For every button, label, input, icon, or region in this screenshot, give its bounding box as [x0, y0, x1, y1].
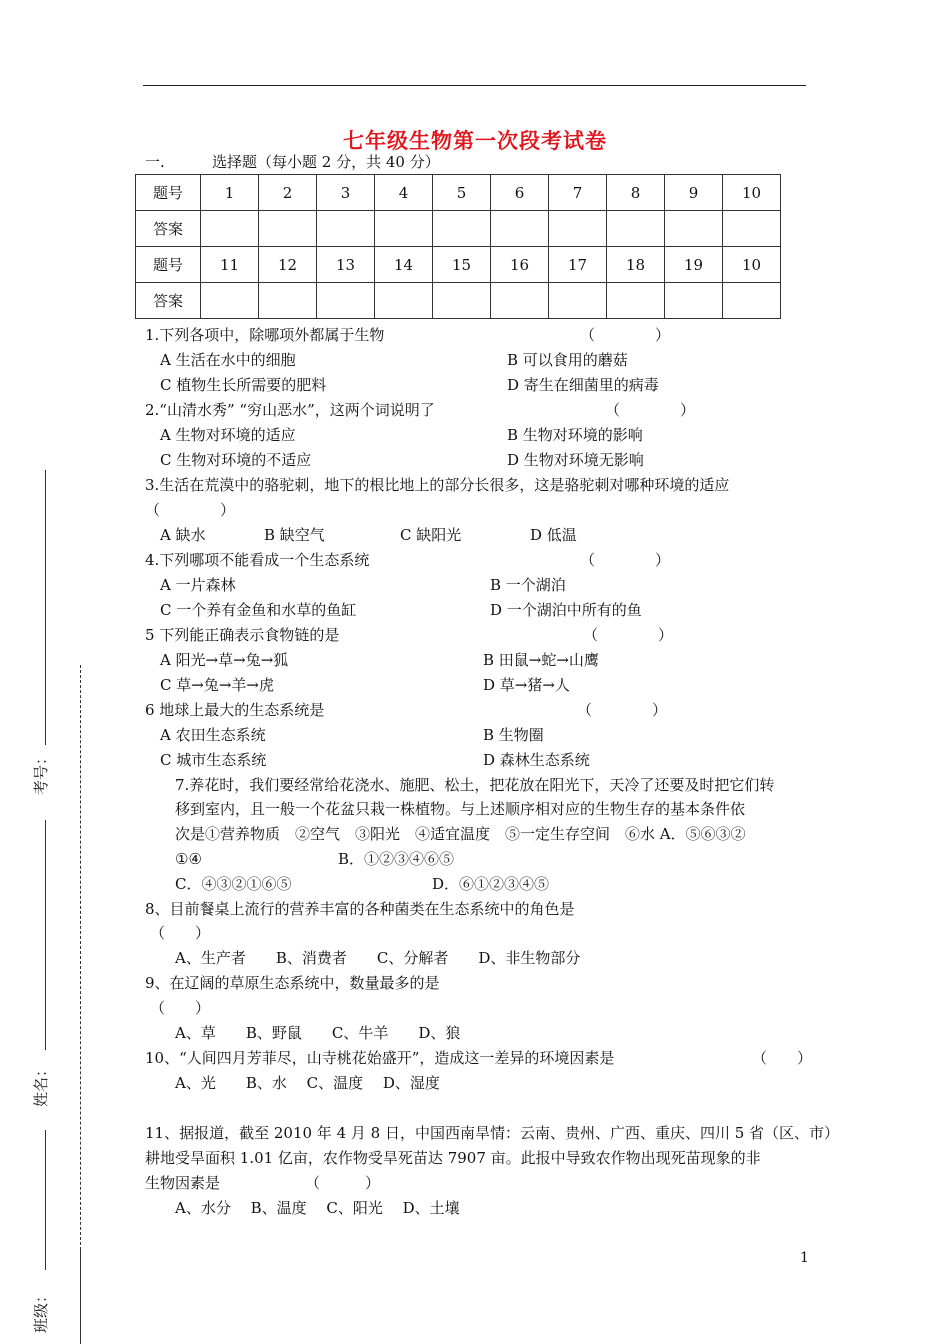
class-label: 班级： [32, 1287, 51, 1334]
option-text: D．⑥①②③④⑤ [432, 875, 550, 893]
table-cell: 6 [491, 175, 549, 211]
option-text: A 缺水 [160, 526, 206, 544]
table-cell: 13 [317, 247, 375, 283]
answer-cell[interactable] [259, 211, 317, 247]
table-cell: 题号 [136, 247, 201, 283]
table-cell: 3 [317, 175, 375, 211]
exam-no-label: 考号： [32, 749, 51, 796]
answer-blank: （ ） [580, 326, 671, 344]
answer-cell[interactable] [723, 283, 781, 319]
table-cell: 7 [549, 175, 607, 211]
answer-table [135, 174, 781, 319]
option-text: A 一片森林 [160, 576, 236, 594]
binding-dashed-line [80, 665, 81, 1250]
answer-blank: （ ） [145, 501, 236, 519]
table-cell: 16 [491, 247, 549, 283]
option-text: D 一个湖泊中所有的鱼 [490, 601, 642, 619]
table-cell: 2 [259, 175, 317, 211]
table-row [136, 175, 781, 211]
option-text: A 生活在水中的细胞 [160, 351, 296, 369]
option-text: D 草→猪→人 [483, 676, 570, 694]
option-text: B．①②③④⑥⑤ [338, 850, 455, 868]
option-text: C 生物对环境的不适应 [160, 451, 312, 469]
table-cell: 10 [723, 175, 781, 211]
option-text: D 寄生在细菌里的病毒 [507, 376, 659, 394]
binding-line [80, 1250, 81, 1344]
answer-blank: （ ） [583, 626, 674, 644]
answer-cell[interactable] [433, 283, 491, 319]
option-text: D 森林生态系统 [483, 751, 590, 769]
answer-cell[interactable] [723, 211, 781, 247]
table-cell: 答案 [136, 283, 201, 319]
table-cell: 14 [375, 247, 433, 283]
answer-blank: （ ） [577, 701, 668, 719]
option-text: A 生物对环境的适应 [160, 426, 296, 444]
answer-cell[interactable] [491, 211, 549, 247]
option-text: C 缺阳光 [400, 526, 462, 544]
option-text: A 农田生态系统 [160, 726, 266, 744]
question-text: 1.下列各项中，除哪项外都属于生物 [145, 326, 385, 344]
answer-cell[interactable] [375, 283, 433, 319]
table-cell: 9 [665, 175, 723, 211]
option-text: A、生产者 B、消费者 C、分解者 D、非生物部分 [175, 949, 581, 967]
option-text: ①④ [175, 850, 202, 868]
answer-cell[interactable] [317, 283, 375, 319]
answer-blank: （ ） [752, 1049, 813, 1067]
table-cell: 8 [607, 175, 665, 211]
section-number: 一. [145, 153, 165, 171]
answer-cell[interactable] [665, 211, 723, 247]
answer-cell[interactable] [607, 211, 665, 247]
answer-cell[interactable] [665, 283, 723, 319]
page-number: 1 [800, 1250, 809, 1266]
option-text: A、光 B、水 C、温度 D、湿度 [175, 1074, 440, 1092]
question-text: 9、在辽阔的草原生态系统中，数量最多的是 [145, 974, 440, 992]
question-text: 3.生活在荒漠中的骆驼刺，地下的根比地上的部分长很多，这是骆驼刺对哪种环境的适应 [145, 476, 730, 494]
question-text: 移到室内，且一般一个花盆只栽一株植物。与上述顺序相对应的生物生存的基本条件依 [175, 800, 746, 818]
option-text: C 植物生长所需要的肥料 [160, 376, 327, 394]
answer-cell[interactable] [201, 211, 259, 247]
table-cell: 17 [549, 247, 607, 283]
table-cell: 15 [433, 247, 491, 283]
name-underline [45, 1130, 46, 1270]
answer-cell[interactable] [491, 283, 549, 319]
option-text: B 生物对环境的影响 [507, 426, 643, 444]
header-rule [143, 85, 806, 86]
question-text: 10、“人间四月芳菲尽，山寺桃花始盛开”，造成这一差异的环境因素是 [145, 1049, 615, 1067]
answer-cell[interactable] [259, 283, 317, 319]
question-text: 6 地球上最大的生态系统是 [145, 701, 325, 719]
question-text: 次是①营养物质 ②空气 ③阳光 ④适宜温度 ⑤一定生存空间 ⑥水 A．⑤⑥③② [175, 825, 746, 843]
question-text: 11、据报道，截至 2010 年 4 月 8 日，中国西南旱情：云南、贵州、广西、重庆、四川 5 省（区、市） [145, 1124, 840, 1142]
question-text: 2.“山清水秀” “穷山恶水”，这两个词说明了 [145, 401, 435, 419]
question-text: 7.养花时，我们要经常给花浇水、施肥、松土，把花放在阳光下，天冷了还要及时把它们转 [175, 776, 775, 794]
answer-blank: （ ） [150, 924, 211, 942]
exam-no-underline [45, 820, 46, 1050]
question-text: 8、目前餐桌上流行的营养丰富的各种菌类在生态系统中的角色是 [145, 900, 575, 918]
option-text: B 一个湖泊 [490, 576, 566, 594]
table-cell: 12 [259, 247, 317, 283]
option-text: C 城市生态系统 [160, 751, 267, 769]
margin-line [45, 470, 46, 745]
option-text: C 草→兔→羊→虎 [160, 676, 274, 694]
question-text: 5 下列能正确表示食物链的是 [145, 626, 340, 644]
table-cell: 11 [201, 247, 259, 283]
option-text: B 缺空气 [264, 526, 325, 544]
option-text: A、草 B、野鼠 C、牛羊 D、狼 [175, 1024, 461, 1042]
answer-cell[interactable] [433, 211, 491, 247]
option-text: D 低温 [530, 526, 577, 544]
table-cell: 题号 [136, 175, 201, 211]
answer-cell[interactable] [607, 283, 665, 319]
answer-cell[interactable] [317, 211, 375, 247]
table-cell: 1 [201, 175, 259, 211]
table-cell: 5 [433, 175, 491, 211]
table-row [136, 247, 781, 283]
answer-cell[interactable] [201, 283, 259, 319]
name-label: 姓名： [32, 1061, 51, 1108]
question-text: 生物因素是 [145, 1174, 221, 1192]
table-row [136, 283, 781, 319]
table-cell: 18 [607, 247, 665, 283]
option-text: C 一个养有金鱼和水草的鱼缸 [160, 601, 357, 619]
option-text: A 阳光→草→兔→狐 [160, 651, 289, 669]
section-heading: 选择题（每小题 2 分，共 40 分） [212, 153, 440, 171]
answer-blank: （ ） [305, 1174, 381, 1192]
table-cell: 10 [723, 247, 781, 283]
answer-cell[interactable] [375, 211, 433, 247]
option-text: B 生物圈 [483, 726, 544, 744]
option-text: D 生物对环境无影响 [507, 451, 644, 469]
option-text: A、水分 B、温度 C、阳光 D、土壤 [175, 1199, 460, 1217]
answer-blank: （ ） [150, 999, 211, 1017]
option-text: C．④③②①⑥⑤ [175, 875, 292, 893]
option-text: B 田鼠→蛇→山鹰 [483, 651, 599, 669]
option-text: B 可以食用的蘑菇 [507, 351, 628, 369]
question-text: 4.下列哪项不能看成一个生态系统 [145, 551, 370, 569]
exam-title: 七年级生物第一次段考试卷 [343, 129, 607, 153]
table-cell: 19 [665, 247, 723, 283]
table-cell: 4 [375, 175, 433, 211]
answer-cell[interactable] [549, 283, 607, 319]
question-text: 耕地受旱面积 1.01 亿亩，农作物受旱死苗达 7907 亩。此报中导致农作物出现死苗现象的非 [145, 1149, 761, 1167]
answer-blank: （ ） [605, 401, 696, 419]
answer-cell[interactable] [549, 211, 607, 247]
answer-blank: （ ） [580, 551, 671, 569]
table-row [136, 211, 781, 247]
table-cell: 答案 [136, 211, 201, 247]
